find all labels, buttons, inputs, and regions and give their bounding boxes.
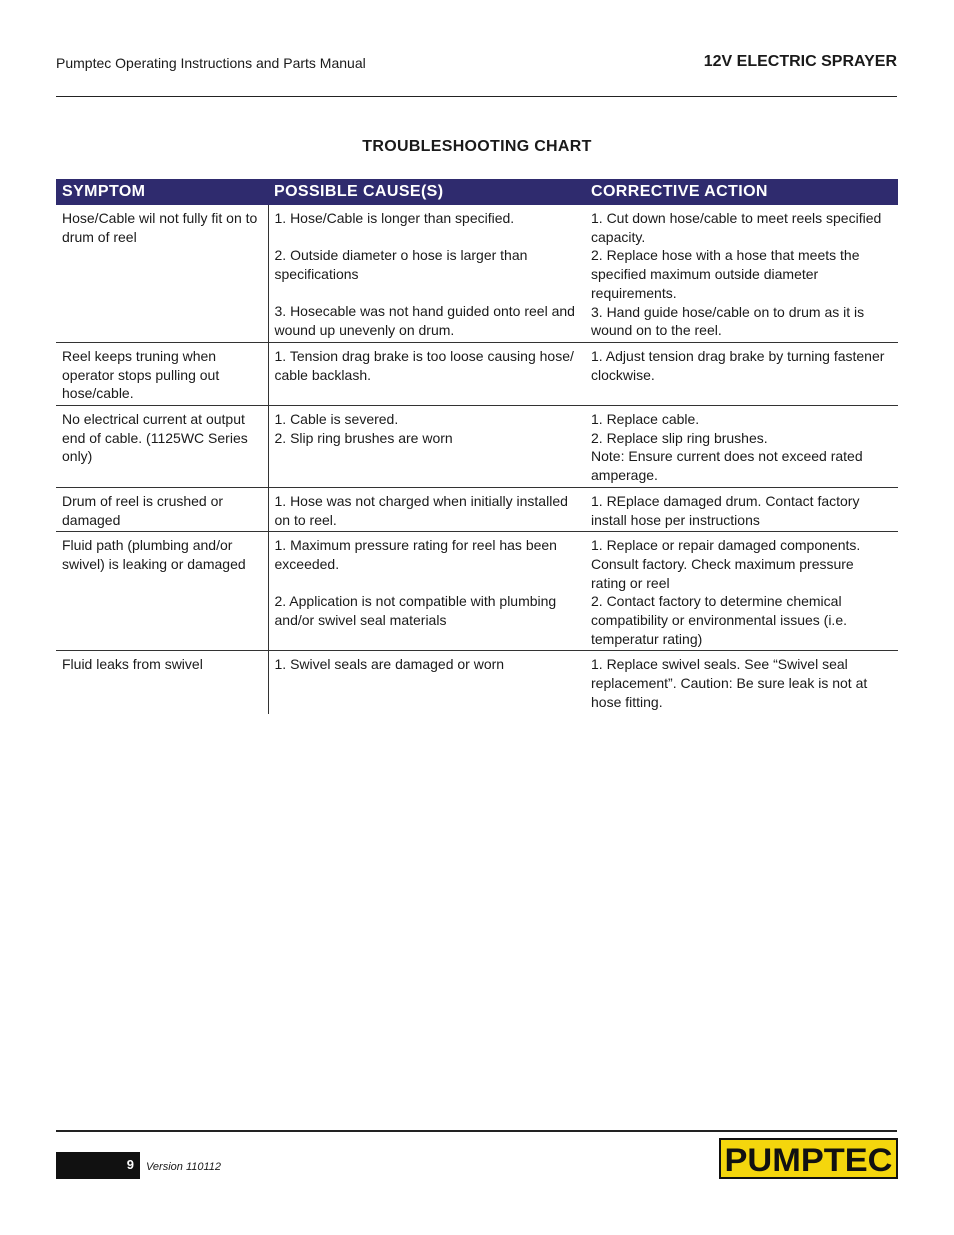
cause-item: 2. Slip ring brushes are worn bbox=[274, 429, 453, 446]
causes-cell bbox=[268, 651, 585, 714]
troubleshooting-table bbox=[56, 179, 898, 714]
symptom-cell: Reel keeps truning when operator stops pulling out hose/cable. bbox=[56, 342, 268, 405]
symptom-cell: No electrical current at output end of cable. (1125WC Series only) bbox=[56, 406, 268, 488]
symptom-cell: Fluid path (plumbing and/or swivel) is leaking or damaged bbox=[56, 532, 268, 651]
table-row bbox=[56, 342, 898, 405]
actions-cell bbox=[585, 342, 898, 405]
action-item: 2. Contact factory to determine chemical compatibility or environmental issues (i.e. temperatur rating) bbox=[591, 593, 847, 647]
action-item: 2. Replace slip ring brushes. bbox=[591, 429, 768, 446]
action-item: 2. Replace hose with a hose that meets the specified maximum outside diameter requirements. bbox=[591, 247, 860, 301]
actions-cell bbox=[585, 532, 898, 651]
table-row bbox=[56, 651, 898, 714]
column-header-symptom: SYMPTOM bbox=[56, 179, 268, 205]
footer-divider bbox=[56, 1130, 897, 1132]
symptom-cell: Hose/Cable wil not fully fit on to drum of reel bbox=[56, 205, 268, 342]
causes-cell bbox=[268, 406, 585, 488]
cause-item: 3. Hosecable was not hand guided onto reel and wound up unevenly on drum. bbox=[274, 303, 575, 339]
table-row bbox=[56, 487, 898, 531]
page-number: 9 bbox=[126, 1157, 134, 1172]
table-row bbox=[56, 406, 898, 488]
action-item: 1. Cut down hose/cable to meet reels specified capacity. bbox=[591, 210, 882, 245]
symptom-cell: Drum of reel is crushed or damaged bbox=[56, 487, 268, 531]
cause-item: 1. Swivel seals are damaged or worn bbox=[274, 656, 505, 673]
manual-title: Pumptec Operating Instructions and Parts Manual bbox=[56, 55, 366, 71]
header-divider bbox=[56, 96, 897, 97]
version-label: Version 110112 bbox=[146, 1161, 222, 1173]
column-header-causes: POSSIBLE CAUSE(S) bbox=[268, 179, 585, 205]
product-title: 12V ELECTRIC SPRAYER bbox=[703, 53, 897, 70]
causes-cell bbox=[268, 205, 585, 342]
table-header-row bbox=[56, 179, 898, 205]
cause-item: 2. Outside diameter o hose is larger than specifications bbox=[274, 247, 528, 283]
action-item: 1. Adjust tension drag brake by turning fastener clockwise. bbox=[591, 347, 885, 383]
cause-item: 1. Cable is severed. bbox=[274, 411, 399, 428]
actions-cell bbox=[585, 651, 898, 714]
actions-cell bbox=[585, 205, 898, 342]
actions-cell bbox=[585, 487, 898, 531]
causes-cell bbox=[268, 342, 585, 405]
table-row bbox=[56, 205, 898, 342]
cause-item: 2. Application is not compatible with plumbing and/or swivel seal materials bbox=[274, 593, 557, 629]
table-row bbox=[56, 532, 898, 651]
cause-item: 1. Hose/Cable is longer than specified. bbox=[274, 210, 515, 226]
causes-cell bbox=[268, 532, 585, 651]
action-item: 1. Replace cable. bbox=[591, 411, 700, 428]
pumptec-logo bbox=[719, 1138, 898, 1179]
cause-item: 1. Tension drag brake is too loose causing hose/ cable backlash. bbox=[274, 347, 574, 383]
cause-item: 1. Hose was not charged when initially installed on to reel. bbox=[274, 492, 568, 528]
action-item: 1. REplace damaged drum. Contact factory install hose per instructions bbox=[591, 492, 860, 528]
cause-item: 1. Maximum pressure rating for reel has been exceeded. bbox=[274, 537, 557, 572]
action-item: Note: Ensure current does not exceed rated amperage. bbox=[591, 448, 863, 484]
page-number-box bbox=[56, 1152, 140, 1179]
symptom-cell: Fluid leaks from swivel bbox=[56, 651, 268, 714]
action-item: 3. Hand guide hose/cable on to drum as it is wound on to the reel. bbox=[591, 303, 865, 339]
pumptec-logo-wordmark bbox=[721, 1140, 896, 1177]
causes-cell bbox=[268, 487, 585, 531]
column-header-action: CORRECTIVE ACTION bbox=[585, 179, 898, 205]
action-item: 1. Replace swivel seals. See “Swivel seal replacement”. Caution: Be sure leak is not at hose fitting. bbox=[591, 656, 868, 710]
chart-title: TROUBLESHOOTING CHART bbox=[362, 138, 592, 155]
logo-text: PUMPTEC bbox=[724, 1142, 893, 1177]
action-item: 1. Replace or repair damaged components. Consult factory. Check maximum pressure rating or reel bbox=[591, 537, 861, 591]
actions-cell bbox=[585, 406, 898, 488]
